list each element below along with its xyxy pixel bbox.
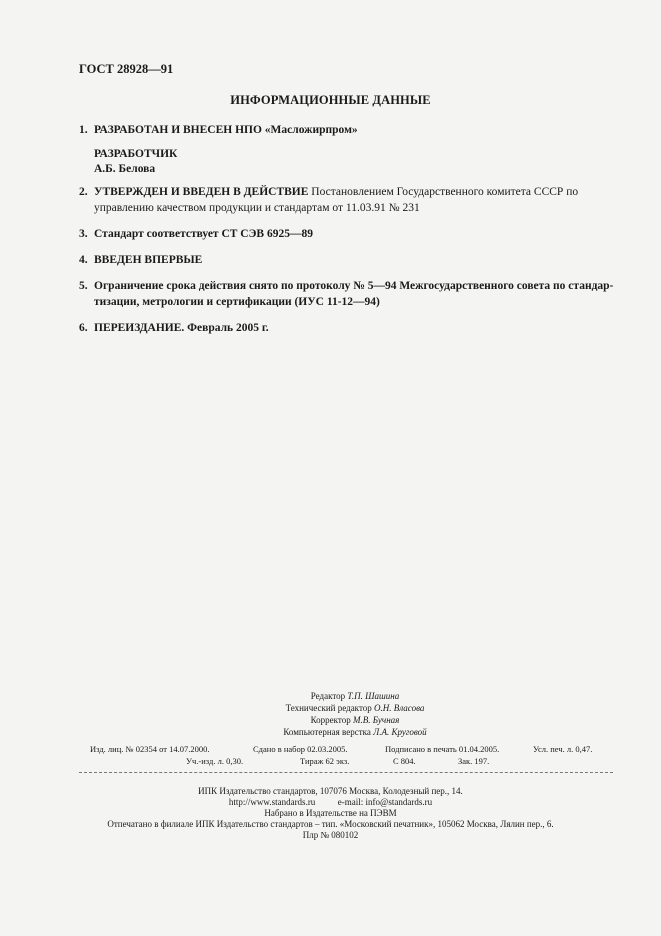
item-6 — [79, 320, 619, 336]
pub-signed: Подписано в печать 01.04.2005. — [385, 744, 500, 754]
developer-name: А.Б. Белова — [94, 163, 156, 175]
doc-code: ГОСТ 28928—91 — [79, 62, 174, 76]
item-number: 5. — [79, 280, 88, 292]
item-2 — [79, 184, 619, 216]
developer-block — [94, 147, 177, 177]
item-number: 1. — [79, 124, 88, 136]
staff-row — [230, 714, 480, 726]
staff-credits — [230, 690, 480, 738]
item-lead: УТВЕРЖДЕН И ВВЕДЕН В ДЕЙСТВИЕ — [94, 186, 309, 198]
item-5 — [79, 278, 619, 310]
item-text: РАЗРАБОТАН И ВНЕСЕН НПО «Масложирпром» — [94, 124, 358, 136]
staff-role: Технический редактор — [285, 703, 372, 713]
pub-license: Изд. лиц. № 02354 от 14.07.2000. — [90, 744, 210, 754]
staff-row — [230, 690, 480, 702]
imprint-web: http://www.standards.ru e-mail: info@standards.ru — [228, 797, 433, 807]
staff-role: Корректор — [310, 715, 351, 725]
item-text: ПЕРЕИЗДАНИЕ. Февраль 2005 г. — [94, 322, 269, 334]
pub-sheets: Усл. печ. л. 0,47. — [533, 744, 593, 754]
item-text-continued: тизации, метрологии и сертификации (ИУС 11-12—94) — [94, 296, 380, 308]
page-title: ИНФОРМАЦИОННЫЕ ДАННЫЕ — [230, 93, 431, 107]
item-number: 3. — [79, 228, 88, 240]
imprint-license: Плр № 080102 — [302, 830, 359, 840]
pub-sent: Сдано в набор 02.03.2005. — [253, 744, 348, 754]
pub-order: Зак. 197. — [458, 756, 490, 766]
pub-order-c: С 804. — [393, 756, 416, 766]
item-4 — [79, 252, 619, 268]
item-number: 4. — [79, 254, 88, 266]
item-1 — [79, 122, 619, 138]
divider-line — [79, 772, 613, 773]
imprint-block — [0, 786, 661, 841]
developer-label: РАЗРАБОТЧИК — [94, 148, 178, 160]
pub-run: Тираж 62 экз. — [300, 756, 350, 766]
imprint-typeset: Набрано в Издательстве на ПЭВМ — [264, 808, 397, 818]
item-text: Постановлением Государственного комитета СССР по — [311, 186, 579, 198]
staff-name: М.В. Бучная — [352, 715, 400, 725]
staff-name: Л.А. Круговой — [373, 727, 427, 737]
item-text-continued: управлению качеством продукции и стандартам от 11.03.91 № 231 — [94, 202, 420, 214]
item-number: 6. — [79, 322, 88, 334]
item-text: Стандарт соответствует СТ СЭВ 6925—89 — [94, 228, 313, 240]
imprint-printer: Отпечатано в филиале ИПК Издательство стандартов – тип. «Московский печатник», 105062 Москва, Лялин пер., 6. — [107, 819, 554, 829]
staff-role: Редактор — [310, 691, 346, 701]
staff-name: Т.П. Шашина — [347, 691, 400, 701]
imprint-publisher: ИПК Издательство стандартов, 107076 Москва, Колодезный пер., 14. — [198, 786, 463, 796]
staff-row — [230, 726, 480, 738]
item-text: Ограничение срока действия снято по протоколу № 5—94 Межгосударственного совета по стандар- — [94, 280, 614, 292]
item-3 — [79, 226, 619, 242]
staff-name: О.Н. Власова — [374, 703, 425, 713]
item-text: ВВЕДЕН ВПЕРВЫЕ — [94, 254, 203, 266]
staff-role: Компьютерная верстка — [283, 727, 371, 737]
pub-edition-sheets: Уч.-изд. л. 0,30. — [186, 756, 244, 766]
item-number: 2. — [79, 186, 88, 198]
staff-row — [230, 702, 480, 714]
